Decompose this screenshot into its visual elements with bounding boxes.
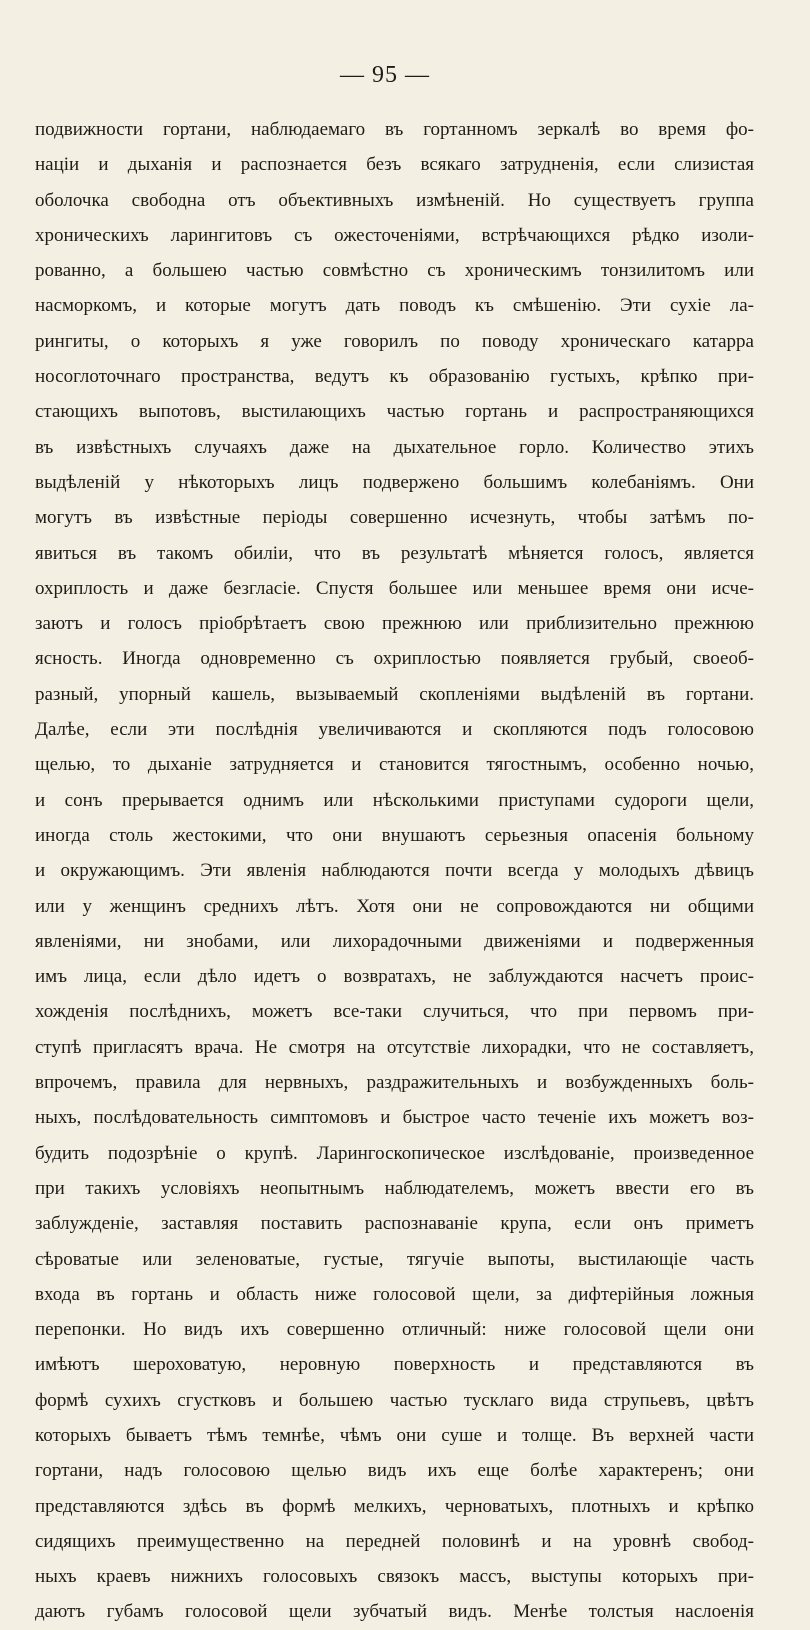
text-line: разный, упорный кашель, вызываемый скопленіями выдѣленій въ гортани. [35,683,754,705]
text-line: ясность. Иногда одновременно съ охриплостью появляется грубый, своеоб- [35,648,754,670]
text-line: охриплость и даже безгласіе. Спустя большее или меньшее время они исче- [35,577,754,599]
text-line: сидящихъ преимущественно на передней половинѣ и на уровнѣ свобод- [35,1530,754,1552]
text-line: рингиты, о которыхъ я уже говорилъ по поводу хроническаго катарра [35,330,754,352]
text-line: при такихъ условіяхъ неопытнымъ наблюдателемъ, можетъ ввести его въ [35,1177,754,1199]
text-line: подвижности гортани, наблюдаемаго въ гортанномъ зеркалѣ во время фо- [35,119,754,140]
text-line: могутъ въ извѣстные періоды совершенно исчезнуть, чтобы затѣмъ по- [35,507,754,529]
text-line: явиться въ такомъ обиліи, что въ результатѣ мѣняется голосъ, является [35,542,754,564]
text-line: націи и дыханія и распознается безъ всякаго затрудненія, если слизистая [35,154,754,176]
text-line: щелью, то дыханіе затрудняется и становится тягостнымъ, особенно ночью, [35,754,754,776]
text-line: въ извѣстныхъ случаяхъ даже на дыхательное горло. Количество этихъ [35,436,754,458]
text-line: рованно, а большею частью совмѣстно съ хроническимъ тонзилитомъ или [35,260,754,282]
text-line: имѣютъ шероховатую, неровную поверхность и представляются въ [35,1354,754,1376]
text-line: хожденія послѣднихъ, можетъ все-таки случиться, что при первомъ при- [35,1001,754,1023]
text-line: или у женщинъ среднихъ лѣтъ. Хотя они не сопровождаются ни общими [35,895,754,917]
text-line: ступѣ пригласятъ врача. Не смотря на отсутствіе лихорадки, что не составляетъ, [35,1036,754,1058]
page-number: — 95 — [340,62,430,88]
text-line: насморкомъ, и которые могутъ дать поводъ къ смѣшенію. Эти сухіе ла- [35,295,754,317]
text-line: носоглоточнаго пространства, ведутъ къ образованію густыхъ, крѣпко при- [35,366,754,388]
text-line: входа въ гортань и область ниже голосовой щели, за дифтерійныя ложныя [35,1283,754,1305]
text-line: хроническихъ ларингитовъ съ ожесточеніями, встрѣчающихся рѣдко изоли- [35,224,754,246]
text-line: сѣроватые или зеленоватые, густые, тягучіе выпоты, выстилающіе часть [35,1248,754,1270]
text-line: явленіями, ни знобами, или лихорадочными движеніями и подверженныя [35,930,754,952]
text-line: стающихъ выпотовъ, выстилающихъ частью гортань и распространяющихся [35,401,754,423]
text-line: заблужденіе, заставляя поставить распознаваніе крупа, если онъ приметъ [35,1213,754,1235]
text-line: заютъ и голосъ пріобрѣтаетъ свою прежнюю или приблизительно прежнюю [35,613,754,635]
text-line: представляются здѣсь въ формѣ мелкихъ, черноватыхъ, плотныхъ и крѣпко [35,1495,754,1517]
text-line: имъ лица, если дѣло идетъ о возвратахъ, не заблуждаются насчетъ проис- [35,966,754,988]
text-line: ныхъ, послѣдовательность симптомовъ и быстрое часто теченіе ихъ можетъ воз- [35,1107,754,1129]
body-text [35,112,754,1630]
text-line: и окружающимъ. Эти явленія наблюдаются почти всегда у молодыхъ дѣвицъ [35,860,754,882]
text-line: которыхъ бываетъ тѣмъ темнѣе, чѣмъ они суше и толще. Въ верхней части [35,1424,754,1446]
text-line: иногда столь жестокими, что они внушаютъ серьезныя опасенія больному [35,824,754,846]
text-line: будить подозрѣніе о крупѣ. Ларингоскопическое изслѣдованіе, произведенное [35,1142,754,1164]
text-line: перепонки. Но видъ ихъ совершенно отличный: ниже голосовой щели они [35,1319,754,1341]
text-line: выдѣленій у нѣкоторыхъ лицъ подвержено большимъ колебаніямъ. Они [35,471,754,493]
text-line: ныхъ краевъ нижнихъ голосовыхъ связокъ массъ, выступы которыхъ при- [35,1566,754,1588]
text-line: формѣ сухихъ сгустковъ и большею частью тусклаго вида струпьевъ, цвѣтъ [35,1389,754,1411]
text-line: Далѣе, если эти послѣднія увеличиваются и скопляются подъ голосовою [35,719,754,741]
text-line: и сонъ прерывается однимъ или нѣсколькими приступами судороги щели, [35,789,754,811]
text-line: гортани, надъ голосовою щелью видъ ихъ еще болѣе характеренъ; они [35,1460,754,1482]
text-line: даютъ губамъ голосовой щели зубчатый видъ. Менѣе толстыя наслоенія [35,1601,754,1623]
text-line: оболочка свободна отъ объективныхъ измѣненій. Но существуетъ группа [35,189,754,211]
text-line: впрочемъ, правила для нервныхъ, раздражительныхъ и возбужденныхъ боль- [35,1072,754,1094]
